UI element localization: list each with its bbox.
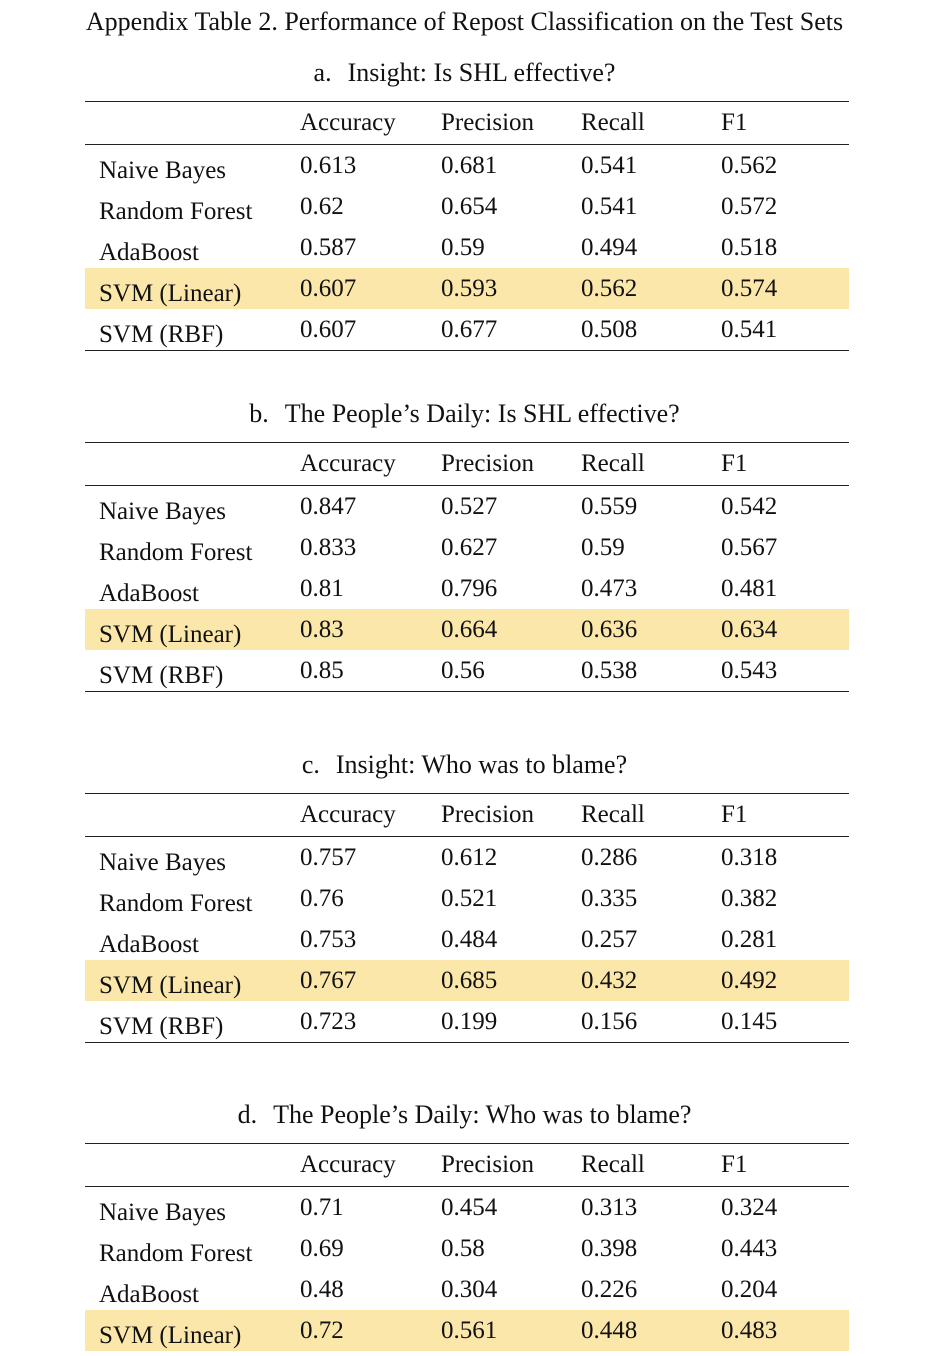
recall-value: 0.257 (581, 926, 638, 953)
table-row (85, 919, 849, 960)
caption-letter: c. (301, 750, 320, 779)
table-row-highlighted (85, 1310, 849, 1351)
table-row (85, 1187, 849, 1228)
accuracy-value: 0.607 (300, 275, 357, 302)
column-header-precision: Precision (441, 450, 535, 477)
table-header-row (85, 102, 849, 145)
f1-value: 0.483 (721, 1317, 778, 1344)
f1-value: 0.567 (721, 534, 778, 561)
model-name: AdaBoost (99, 1281, 199, 1308)
model-name: Random Forest (99, 198, 253, 225)
table-header-row (85, 1144, 849, 1187)
precision-value: 0.627 (441, 534, 498, 561)
table-row (85, 527, 849, 568)
table-row (85, 1228, 849, 1269)
recall-value: 0.59 (581, 534, 625, 561)
f1-value: 0.145 (721, 1008, 778, 1035)
recall-value: 0.538 (581, 657, 638, 684)
table-row (85, 1269, 849, 1310)
f1-value: 0.518 (721, 234, 778, 261)
recall-value: 0.448 (581, 1317, 638, 1344)
accuracy-value: 0.83 (300, 616, 344, 643)
precision-value: 0.677 (441, 316, 498, 343)
accuracy-value: 0.69 (300, 1235, 344, 1262)
precision-value: 0.58 (441, 1235, 485, 1262)
f1-value: 0.542 (721, 493, 778, 520)
table-row (85, 227, 849, 268)
recall-value: 0.313 (581, 1194, 638, 1221)
f1-value: 0.574 (721, 275, 778, 302)
recall-value: 0.636 (581, 616, 638, 643)
table-body (85, 1187, 849, 1351)
caption-text: The People’s Daily: Is SHL effective? (284, 399, 680, 428)
model-name: Random Forest (99, 539, 253, 566)
column-header-accuracy: Accuracy (300, 450, 396, 477)
table-row (85, 837, 849, 878)
results-table (85, 442, 849, 692)
accuracy-value: 0.723 (300, 1008, 357, 1035)
caption-letter: b. (249, 399, 269, 428)
results-table (85, 793, 849, 1043)
model-name: SVM (RBF) (99, 321, 224, 348)
accuracy-value: 0.62 (300, 193, 344, 220)
f1-value: 0.382 (721, 885, 778, 912)
precision-value: 0.484 (441, 926, 498, 953)
model-name: SVM (Linear) (99, 621, 242, 648)
table-row (85, 650, 849, 691)
caption-letter: a. (313, 58, 332, 87)
precision-value: 0.796 (441, 575, 498, 602)
column-header-precision: Precision (441, 1151, 535, 1178)
table-caption (0, 1097, 929, 1133)
model-name: AdaBoost (99, 580, 199, 607)
model-name: AdaBoost (99, 931, 199, 958)
f1-value: 0.318 (721, 844, 778, 871)
accuracy-value: 0.767 (300, 967, 357, 994)
table-body (85, 837, 849, 1043)
model-name: SVM (RBF) (99, 662, 224, 689)
recall-value: 0.432 (581, 967, 638, 994)
precision-value: 0.527 (441, 493, 498, 520)
model-name: Naive Bayes (99, 1199, 227, 1226)
caption-letter: d. (237, 1100, 258, 1129)
recall-value: 0.226 (581, 1276, 638, 1303)
accuracy-value: 0.757 (300, 844, 357, 871)
table-body (85, 486, 849, 692)
precision-value: 0.199 (441, 1008, 498, 1035)
precision-value: 0.654 (441, 193, 498, 220)
model-name: SVM (Linear) (99, 972, 242, 999)
precision-value: 0.664 (441, 616, 498, 643)
table-body (85, 145, 849, 351)
table-row (85, 486, 849, 527)
accuracy-value: 0.72 (300, 1317, 344, 1344)
precision-value: 0.612 (441, 844, 498, 871)
table-row (85, 186, 849, 227)
accuracy-value: 0.81 (300, 575, 344, 602)
f1-value: 0.543 (721, 657, 778, 684)
column-header-recall: Recall (581, 1151, 645, 1178)
f1-value: 0.324 (721, 1194, 778, 1221)
accuracy-value: 0.847 (300, 493, 357, 520)
results-table (85, 1143, 849, 1351)
column-header-precision: Precision (441, 801, 535, 828)
precision-value: 0.56 (441, 657, 485, 684)
recall-value: 0.286 (581, 844, 638, 871)
precision-value: 0.304 (441, 1276, 498, 1303)
f1-value: 0.562 (721, 152, 778, 179)
f1-value: 0.634 (721, 616, 778, 643)
caption-text: The People’s Daily: Who was to blame? (273, 1100, 692, 1129)
model-name: Random Forest (99, 890, 253, 917)
accuracy-value: 0.587 (300, 234, 357, 261)
precision-value: 0.561 (441, 1317, 498, 1344)
recall-value: 0.541 (581, 152, 638, 179)
f1-value: 0.443 (721, 1235, 778, 1262)
f1-value: 0.281 (721, 926, 778, 953)
column-header-f1: F1 (721, 801, 748, 828)
page-title: Appendix Table 2. Performance of Repost Classification on the Test Sets (85, 7, 844, 36)
caption-text: Insight: Is SHL effective? (347, 58, 616, 87)
accuracy-value: 0.85 (300, 657, 344, 684)
f1-value: 0.572 (721, 193, 778, 220)
f1-value: 0.541 (721, 316, 778, 343)
f1-value: 0.481 (721, 575, 778, 602)
table-header-row (85, 443, 849, 486)
precision-value: 0.454 (441, 1194, 498, 1221)
accuracy-value: 0.833 (300, 534, 357, 561)
model-name: Naive Bayes (99, 849, 227, 876)
recall-value: 0.559 (581, 493, 638, 520)
column-header-f1: F1 (721, 450, 748, 477)
results-table (85, 101, 849, 351)
model-name: Naive Bayes (99, 498, 227, 525)
model-name: SVM (RBF) (99, 1013, 224, 1040)
recall-value: 0.335 (581, 885, 638, 912)
table-row (85, 878, 849, 919)
table-caption (0, 55, 929, 91)
recall-value: 0.562 (581, 275, 638, 302)
table-header-row (85, 794, 849, 837)
table-row (85, 568, 849, 609)
column-header-f1: F1 (721, 109, 748, 136)
model-name: SVM (Linear) (99, 280, 242, 307)
precision-value: 0.593 (441, 275, 498, 302)
table-row-highlighted (85, 960, 849, 1001)
column-header-accuracy: Accuracy (300, 109, 396, 136)
accuracy-value: 0.753 (300, 926, 357, 953)
accuracy-value: 0.76 (300, 885, 344, 912)
column-header-accuracy: Accuracy (300, 1151, 396, 1178)
f1-value: 0.492 (721, 967, 778, 994)
precision-value: 0.59 (441, 234, 485, 261)
recall-value: 0.473 (581, 575, 638, 602)
accuracy-value: 0.607 (300, 316, 357, 343)
table-caption (0, 396, 929, 432)
caption-text: Insight: Who was to blame? (335, 750, 628, 779)
recall-value: 0.398 (581, 1235, 638, 1262)
column-header-precision: Precision (441, 109, 535, 136)
accuracy-value: 0.71 (300, 1194, 344, 1221)
precision-value: 0.681 (441, 152, 498, 179)
column-header-f1: F1 (721, 1151, 748, 1178)
recall-value: 0.156 (581, 1008, 638, 1035)
table-caption (0, 747, 929, 783)
model-name: SVM (Linear) (99, 1322, 242, 1349)
precision-value: 0.521 (441, 885, 498, 912)
table-row (85, 1001, 849, 1042)
recall-value: 0.541 (581, 193, 638, 220)
column-header-recall: Recall (581, 109, 645, 136)
model-name: Random Forest (99, 1240, 253, 1267)
recall-value: 0.494 (581, 234, 638, 261)
column-header-accuracy: Accuracy (300, 801, 396, 828)
table-row-highlighted (85, 268, 849, 309)
table-row (85, 309, 849, 350)
table-row (85, 145, 849, 186)
f1-value: 0.204 (721, 1276, 778, 1303)
recall-value: 0.508 (581, 316, 638, 343)
model-name: Naive Bayes (99, 157, 227, 184)
column-header-recall: Recall (581, 801, 645, 828)
column-header-recall: Recall (581, 450, 645, 477)
model-name: AdaBoost (99, 239, 199, 266)
accuracy-value: 0.48 (300, 1276, 344, 1303)
table-row-highlighted (85, 609, 849, 650)
precision-value: 0.685 (441, 967, 498, 994)
accuracy-value: 0.613 (300, 152, 357, 179)
